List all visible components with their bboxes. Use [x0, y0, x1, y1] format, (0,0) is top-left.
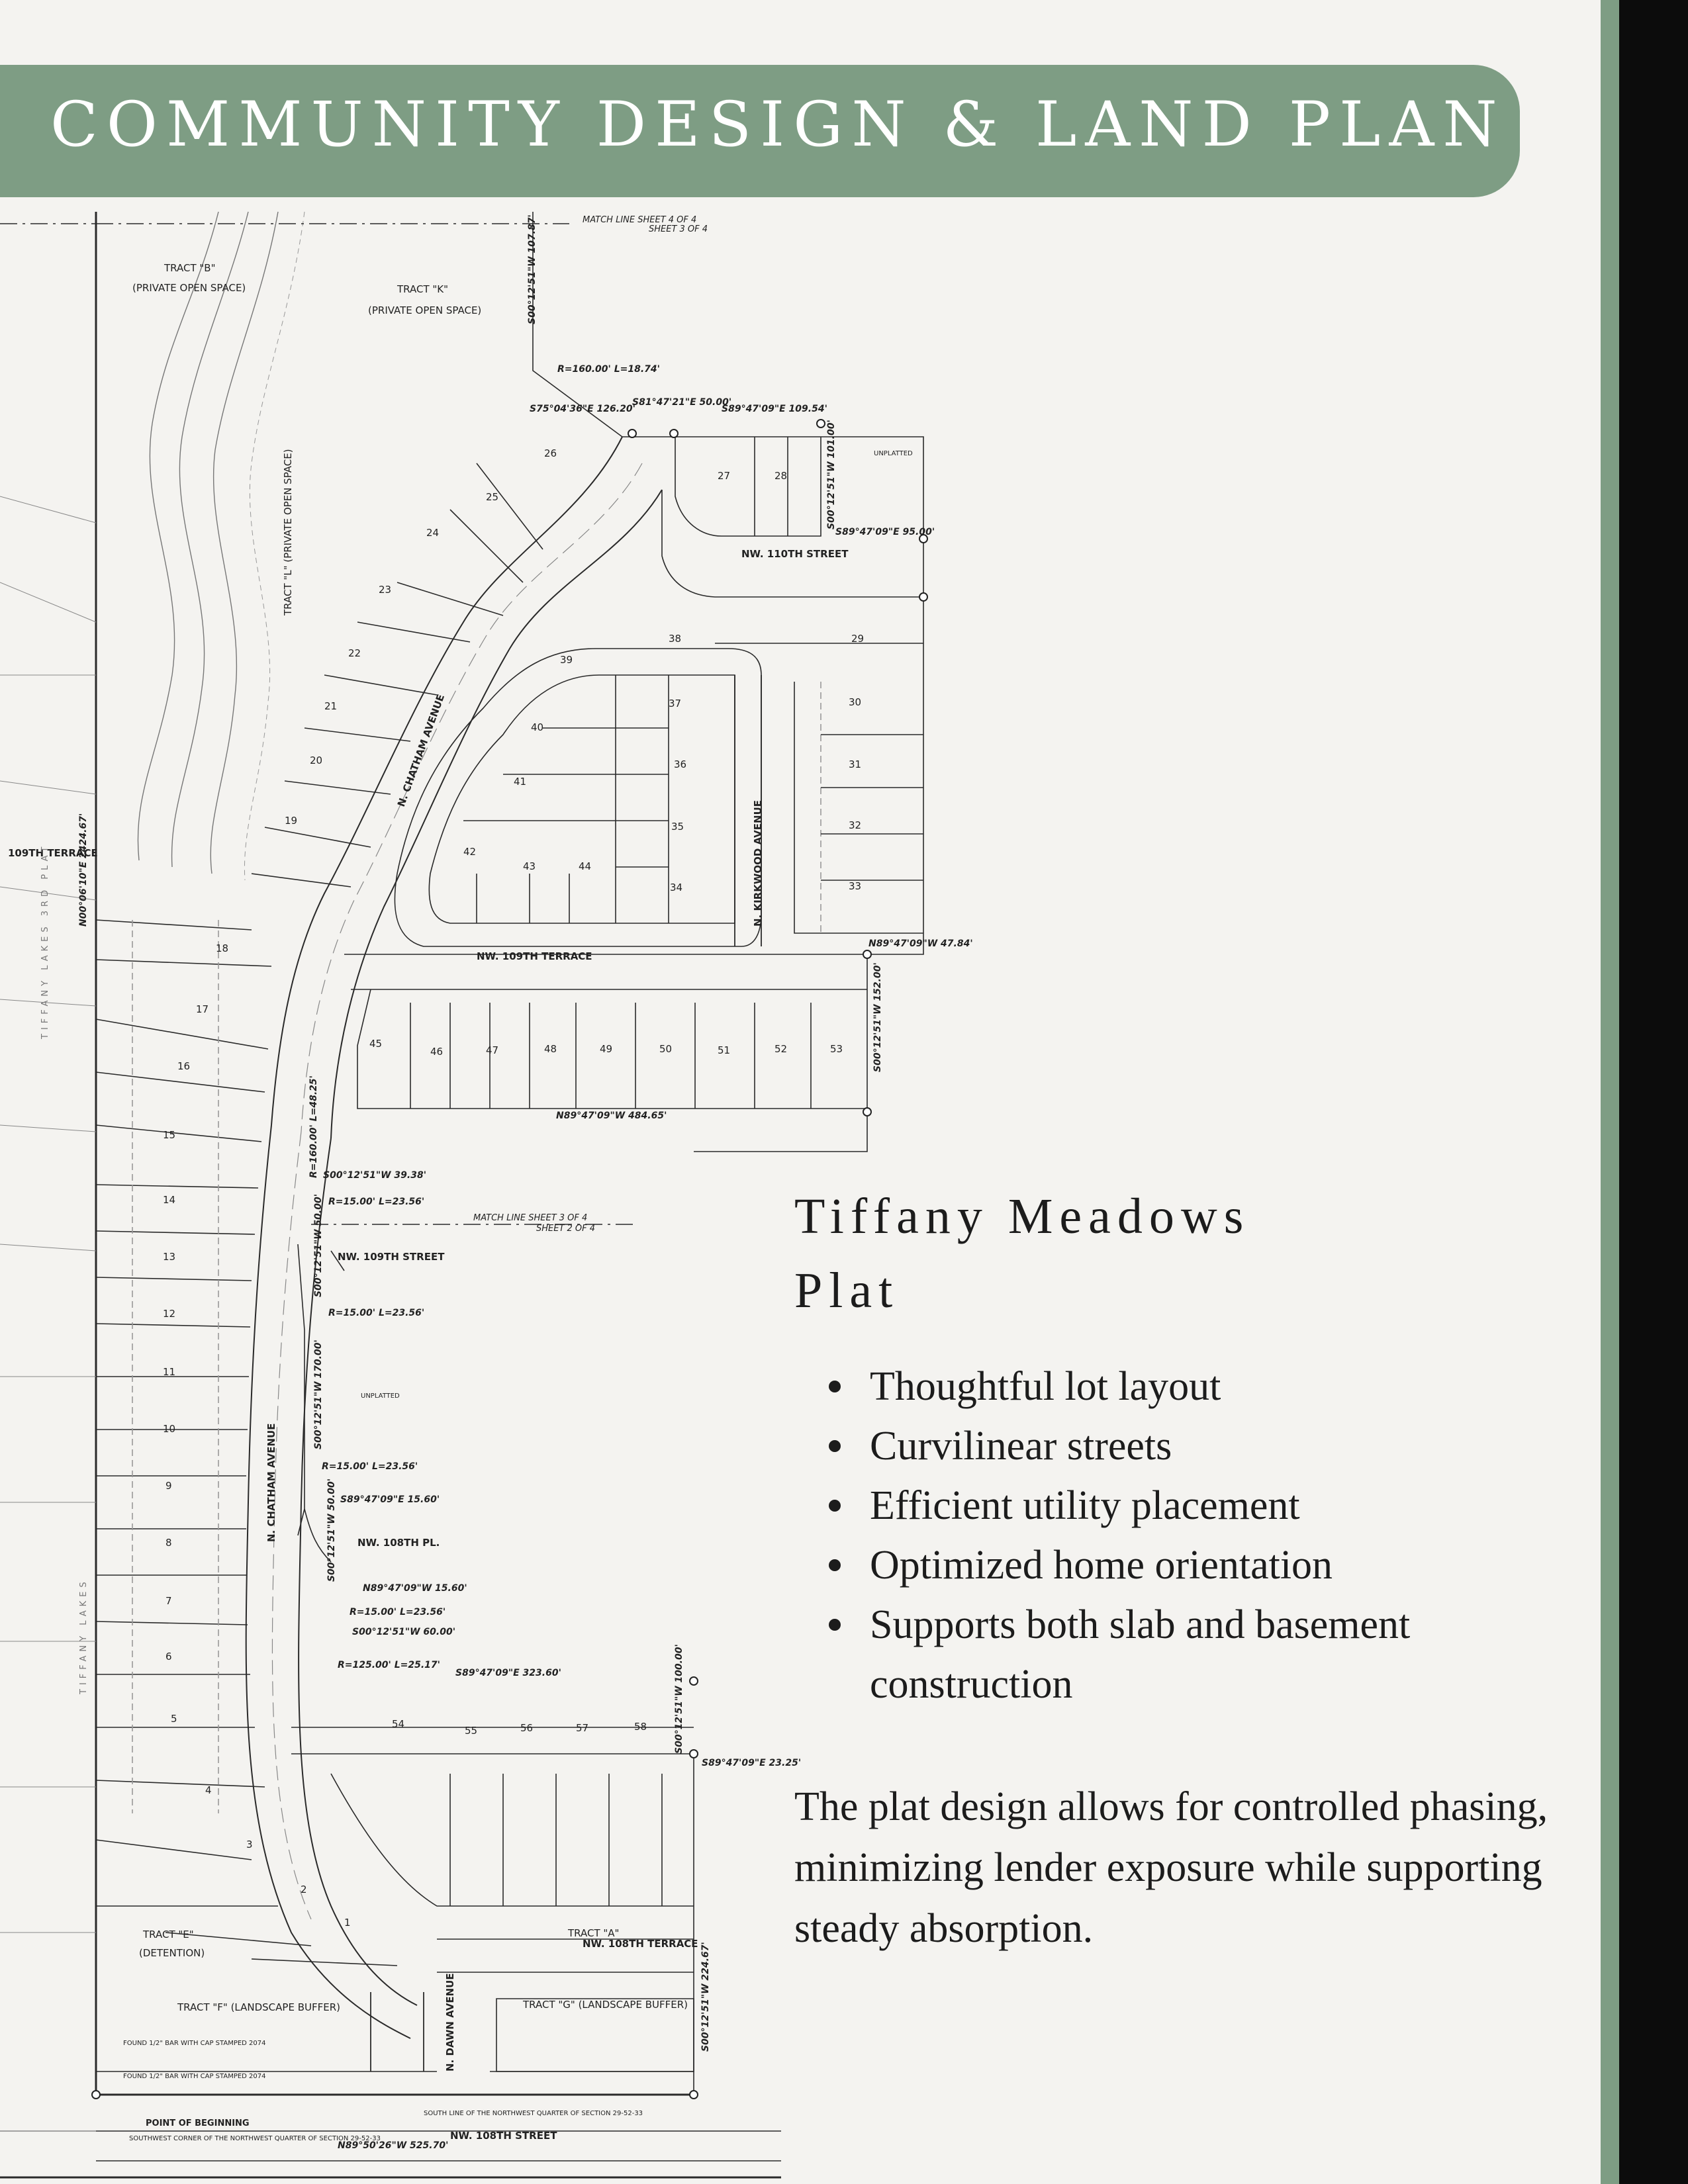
lot-49: 49 — [600, 1043, 613, 1055]
banner-title: COMMUNITY DESIGN & LAND PLAN — [50, 89, 1506, 161]
bearing-5: S89°47'09"E 109.54' — [722, 404, 827, 414]
tract-e-desc: (DETENTION) — [139, 1947, 205, 1959]
bearing-12: R=15.00' L=23.56' — [328, 1197, 425, 1207]
bearing-21: R=15.00' L=23.56' — [350, 1607, 446, 1617]
lot-33: 33 — [849, 880, 862, 892]
lot-38: 38 — [669, 633, 682, 645]
lot-57: 57 — [576, 1722, 589, 1734]
street-108th-terrace: NW. 108TH TERRACE — [583, 1938, 698, 1950]
right-edge-band — [1619, 0, 1688, 2184]
lot-54: 54 — [392, 1718, 405, 1730]
lot-55: 55 — [465, 1725, 478, 1737]
lot-47: 47 — [486, 1044, 499, 1056]
lot-16: 16 — [177, 1060, 191, 1072]
plat-svg — [0, 212, 973, 2184]
bearing-6: S00°12'51"W 101.00' — [826, 420, 837, 529]
feature-item — [826, 1357, 1587, 1416]
tract-l-label: TRACT "L" (PRIVATE OPEN SPACE) — [282, 449, 294, 615]
pob-description: SOUTHWEST CORNER OF THE NORTHWEST QUARTER OF SECTION 29-52-33 — [129, 2135, 381, 2142]
feature-list — [826, 1357, 1587, 1714]
bearing-22: S00°12'51"W 60.00' — [352, 1627, 455, 1637]
feature-text: Supports both slab and basement construction — [870, 1602, 1411, 1707]
tract-k-desc: (PRIVATE OPEN SPACE) — [368, 304, 482, 316]
lot-34: 34 — [670, 882, 683, 893]
bearing-25: S00°12'51"W 100.00' — [674, 1644, 684, 1754]
bearing-3: S75°04'36"E 126.20' — [530, 404, 635, 414]
lot-40: 40 — [531, 721, 544, 733]
bullet-icon — [829, 1619, 841, 1631]
bearing-7: S89°47'09"E 95.00' — [835, 527, 935, 537]
bearing-4: S81°47'21"E 50.00' — [632, 397, 732, 408]
lot-29: 29 — [851, 633, 865, 645]
phasing-paragraph: The plat design allows for controlled phasing, minimizing lender exposure while supporting steady absorption. — [794, 1784, 1548, 1951]
lot-17: 17 — [196, 1003, 209, 1015]
match-line-top-2: SHEET 3 OF 4 — [649, 224, 708, 234]
lot-41: 41 — [514, 776, 527, 788]
street-labels — [8, 548, 849, 2142]
plat-linework — [0, 212, 923, 2177]
bearing-14: S00°12'51"W 50.00' — [313, 1194, 324, 1297]
lot-8: 8 — [165, 1537, 172, 1549]
street-chatham-upper: N. CHATHAM AVENUE — [395, 692, 447, 809]
bearing-11: S00°12'51"W 39.38' — [323, 1170, 426, 1181]
feature-text: Efficient utility placement — [870, 1483, 1300, 1528]
bullet-icon — [829, 1500, 841, 1512]
tract-b-desc: (PRIVATE OPEN SPACE) — [132, 282, 246, 294]
lot-56: 56 — [520, 1722, 534, 1734]
street-109th-terrace-left: 109TH TERRACE — [8, 847, 98, 859]
lot-19: 19 — [285, 815, 298, 827]
plat-notes — [40, 215, 913, 2142]
feature-text: Thoughtful lot layout — [870, 1364, 1221, 1409]
lot-39: 39 — [560, 654, 573, 666]
lot-31: 31 — [849, 758, 862, 770]
tiffany-lakes-3rd: TIFFANY LAKES 3RD PLAT — [40, 842, 50, 1039]
lot-22: 22 — [348, 647, 361, 659]
lot-4: 4 — [205, 1784, 212, 1796]
tract-k-label: TRACT "K" — [397, 283, 449, 295]
bullet-icon — [829, 1440, 841, 1452]
found-bar-1: FOUND 1/2" BAR WITH CAP STAMPED 2074 — [123, 2040, 266, 2047]
lot-20: 20 — [310, 754, 323, 766]
lot-46: 46 — [430, 1046, 444, 1058]
lot-53: 53 — [830, 1043, 843, 1055]
feature-item — [826, 1595, 1587, 1714]
bearing-8: N89°47'09"W 47.84' — [868, 938, 973, 949]
bullet-icon — [829, 1381, 841, 1392]
match-line-mid-2: SHEET 2 OF 4 — [536, 1224, 596, 1234]
lot-7: 7 — [165, 1595, 172, 1607]
street-dawn: N. DAWN AVENUE — [444, 1973, 456, 2071]
unplatted-upper: UNPLATTED — [874, 450, 913, 457]
tract-f-label: TRACT "F" (LANDSCAPE BUFFER) — [177, 2001, 340, 2013]
plat-heading-line-1: Tiffany Meadows — [794, 1189, 1250, 1244]
tract-b-label: TRACT "B" — [164, 262, 216, 274]
lot-9: 9 — [165, 1480, 172, 1492]
lot-45: 45 — [369, 1038, 383, 1050]
right-frame-stripe — [1601, 0, 1619, 2184]
lot-28: 28 — [774, 470, 788, 482]
lot-35: 35 — [671, 821, 684, 833]
lot-5: 5 — [171, 1713, 177, 1725]
bearing-1: S00°12'51"W 107.87' — [527, 214, 538, 324]
feature-item — [826, 1416, 1587, 1476]
lot-37: 37 — [669, 698, 682, 709]
lot-13: 13 — [163, 1251, 176, 1263]
bearing-9: S00°12'51"W 152.00' — [872, 962, 883, 1072]
lot-25: 25 — [486, 491, 499, 503]
south-line-note: SOUTH LINE OF THE NORTHWEST QUARTER OF SECTION 29-52-33 — [424, 2110, 643, 2117]
lot-44: 44 — [579, 860, 592, 872]
street-kirkwood: N. KIRKWOOD AVENUE — [752, 799, 764, 927]
street-109th-street: NW. 109TH STREET — [338, 1251, 445, 1263]
lot-10: 10 — [163, 1423, 176, 1435]
bearing-17: R=15.00' L=23.56' — [322, 1461, 418, 1472]
lot-15: 15 — [163, 1129, 176, 1141]
lot-43: 43 — [523, 860, 536, 872]
plat-heading-line-2: Plat — [794, 1263, 900, 1318]
unplatted-lower: UNPLATTED — [361, 1392, 400, 1400]
lot-11: 11 — [163, 1366, 176, 1378]
bearing-23: R=125.00' L=25.17' — [338, 1660, 440, 1670]
feature-item — [826, 1476, 1587, 1535]
tract-g-label: TRACT "G" (LANDSCAPE BUFFER) — [523, 1999, 688, 2011]
point-of-beginning: POINT OF BEGINNING — [146, 2118, 250, 2128]
bearing-24: S89°47'09"E 323.60' — [455, 1668, 561, 1678]
lot-3: 3 — [246, 1839, 253, 1850]
street-108th-street: NW. 108TH STREET — [450, 2130, 557, 2142]
lot-numbers — [163, 447, 864, 1929]
bullet-icon — [829, 1559, 841, 1571]
match-line-mid: MATCH LINE SHEET 3 OF 4 — [473, 1213, 588, 1223]
bearing-20: N89°47'09"W 15.60' — [363, 1583, 467, 1594]
lot-48: 48 — [544, 1043, 557, 1055]
feature-text: Curvilinear streets — [870, 1424, 1172, 1469]
match-line-top: MATCH LINE SHEET 4 OF 4 — [583, 215, 697, 225]
lot-12: 12 — [163, 1308, 176, 1320]
bearing-2: R=160.00' L=18.74' — [557, 364, 660, 375]
lot-50: 50 — [659, 1043, 673, 1055]
street-chatham-lower: N. CHATHAM AVENUE — [265, 1423, 277, 1542]
plat-heading — [794, 1179, 1324, 1328]
street-108th-pl: NW. 108TH PL. — [357, 1537, 440, 1549]
bearing-10: N89°47'09"W 484.65' — [556, 1111, 667, 1121]
lot-24: 24 — [426, 527, 440, 539]
lot-18: 18 — [216, 942, 229, 954]
bearing-19: S00°12'51"W 50.00' — [326, 1479, 337, 1582]
found-bar-2: FOUND 1/2" BAR WITH CAP STAMPED 2074 — [123, 2073, 266, 2080]
lot-23: 23 — [379, 584, 392, 596]
lot-30: 30 — [849, 696, 862, 708]
lot-32: 32 — [849, 819, 862, 831]
lot-6: 6 — [165, 1651, 172, 1662]
lot-42: 42 — [463, 846, 477, 858]
lot-36: 36 — [674, 758, 687, 770]
tiffany-lakes: TIFFANY LAKES — [79, 1578, 89, 1694]
bearing-26: S89°47'09"E 23.25' — [702, 1758, 802, 1768]
bearing-27: S00°12'51"W 224.67' — [700, 1942, 711, 2052]
lot-52: 52 — [774, 1043, 788, 1055]
lot-51: 51 — [718, 1044, 731, 1056]
tract-labels — [132, 262, 688, 2013]
bearing-13: R=160.00' L=48.25' — [308, 1075, 319, 1178]
plat-drawing — [0, 212, 973, 2184]
street-110th: NW. 110TH STREET — [741, 548, 849, 560]
lot-21: 21 — [324, 700, 338, 712]
tract-e-label: TRACT "E" — [143, 1929, 194, 1940]
lot-2: 2 — [301, 1884, 307, 1895]
street-109th-terrace: NW. 109TH TERRACE — [477, 950, 592, 962]
bearing-15: R=15.00' L=23.56' — [328, 1308, 425, 1318]
bearing-16: S00°12'51"W 170.00' — [313, 1340, 324, 1449]
feature-item — [826, 1535, 1587, 1595]
feature-text: Optimized home orientation — [870, 1543, 1333, 1588]
lot-26: 26 — [544, 447, 557, 459]
lot-58: 58 — [634, 1721, 647, 1733]
bearing-28: N89°50'26"W 525.70' — [338, 2140, 449, 2151]
lot-14: 14 — [163, 1194, 176, 1206]
lot-1: 1 — [344, 1917, 351, 1929]
bearing-29: N00°06'10"E 2424.67' — [78, 813, 89, 927]
bearing-18: S89°47'09"E 15.60' — [340, 1494, 440, 1505]
lot-27: 27 — [718, 470, 731, 482]
tract-a-label: TRACT "A" — [568, 1927, 620, 1939]
